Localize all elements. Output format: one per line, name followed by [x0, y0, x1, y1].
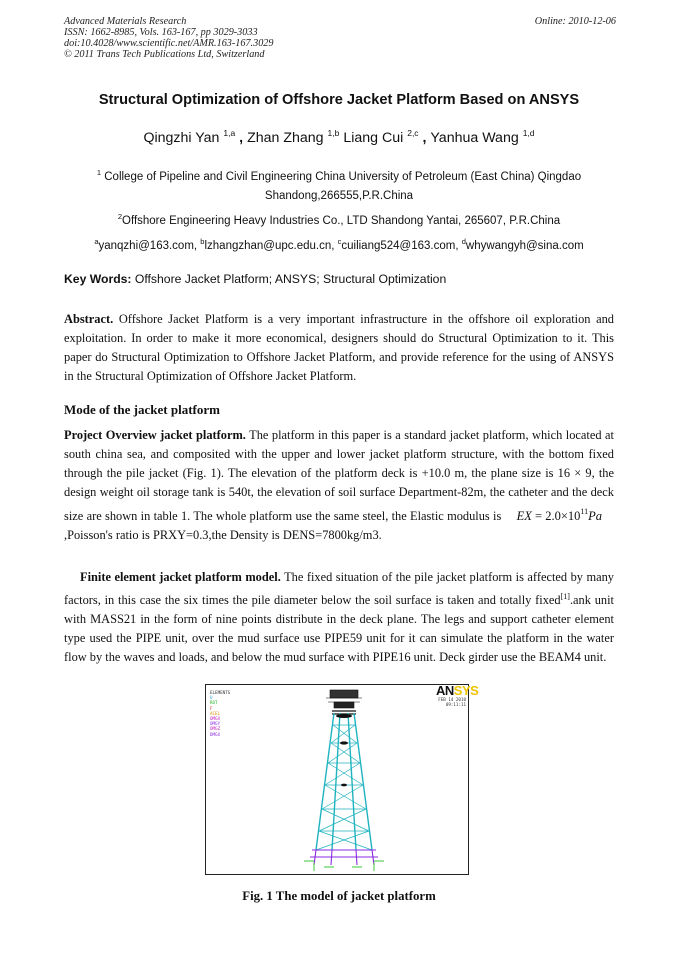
- formula-lhs: EX: [516, 509, 532, 523]
- paragraph-text-rest: .ank unit with MASS21 in the form of nine points distribute in the deck plane. The legs and support catheter element type used the PIPE unit, over the mud surface use PIPE59 unit for it can simulate the platform in the water flow by the waves and loads, and below the mud surface with PIPE16 unit. Deck girder use the BEAM4 unit.: [64, 593, 614, 665]
- author-name: Yanhua Wang: [430, 130, 519, 146]
- author-sup: 1,d: [522, 128, 535, 138]
- author-sup: 1,a: [223, 128, 236, 138]
- author-separator: ,: [235, 130, 248, 146]
- email-sup: b: [200, 237, 205, 246]
- plot-date: FEB 14 2010: [438, 697, 466, 702]
- affiliation-sup: 2: [117, 212, 123, 221]
- citation-ref[interactable]: [1]: [560, 592, 570, 601]
- doi-line: doi:10.4028/www.scientific.net/AMR.163-167.3029: [64, 38, 274, 49]
- author-sup: 1,b: [327, 128, 340, 138]
- legend-item: ACEL: [210, 710, 221, 716]
- deck-girder: [332, 711, 356, 714]
- affiliation-2: [64, 207, 614, 231]
- keywords-label: Key Words:: [64, 272, 132, 286]
- legend-item: U: [210, 695, 213, 701]
- figure-caption: Fig. 1 The model of jacket platform: [242, 889, 436, 903]
- email-list: [64, 232, 614, 256]
- plot-time: 09:11:11: [445, 702, 466, 708]
- journal-header: [64, 16, 273, 60]
- ansys-logo-an: AN: [436, 683, 454, 698]
- ansys-logo-sys: SYS: [453, 683, 479, 698]
- affiliation-sup: 1: [96, 168, 102, 177]
- paragraph-project-overview: [64, 426, 614, 545]
- email-address[interactable]: whywangyh@sina.com: [465, 240, 584, 252]
- journal-name: Advanced Materials Research: [64, 16, 187, 27]
- copyright-line: © 2011 Trans Tech Publications Ltd, Switzerland: [64, 49, 265, 60]
- affiliation-text: College of Pipeline and Civil Engineering China University of Petroleum (East China) Qingdao Shandong,266555,P.R.China: [104, 171, 582, 202]
- author-sup: 2,c: [407, 128, 419, 138]
- formula-eq: = 2.0×10: [531, 509, 581, 523]
- abstract-label: Abstract.: [64, 312, 114, 326]
- keywords-text: Offshore Jacket Platform; ANSYS; Structural Optimization: [131, 272, 447, 286]
- author-list: [0, 128, 678, 146]
- online-date: Online: 2010-12-06: [534, 16, 616, 27]
- section-heading: Mode of the jacket platform: [64, 402, 220, 417]
- affiliation-text: Offshore Engineering Heavy Industries Co., LTD Shandong Yantai, 265607, P.R.China: [122, 215, 561, 227]
- author-name: Zhan Zhang: [247, 130, 324, 146]
- email-sup: a: [94, 237, 99, 246]
- legend-item: ELEMENTS: [210, 690, 231, 695]
- abstract: [64, 310, 614, 386]
- author-separator: ,: [418, 130, 431, 146]
- formula-unit: Pa: [588, 509, 602, 523]
- boundary-constraints: [304, 861, 384, 871]
- legend-item: DMGX: [210, 731, 221, 737]
- paragraph-label: Project Overview jacket platform.: [64, 428, 246, 442]
- paragraph-text-after: ,Poisson's ratio is PRXY=0.3,the Density is DENS=7800kg/m3.: [64, 528, 382, 542]
- deck-equipment: [326, 690, 362, 708]
- mudline-base: [310, 850, 378, 865]
- elastic-modulus-formula: [517, 502, 602, 526]
- legend-item: OMGY: [210, 721, 221, 727]
- legend-item: ROT: [210, 700, 218, 706]
- author-name: Qingzhi Yan: [143, 130, 220, 146]
- abstract-text: Offshore Jacket Platform is a very important infrastructure in the offshore oil exploration and exploitation. In order to make it more economical, designers should do Structural Optimization to it. This paper do Structural Optimization to Offshore Jacket Platform, and provide reference for the using of ANSYS in the Structural Optimization of Offshore Jacket Platform.: [64, 312, 614, 383]
- email-address[interactable]: lzhangzhan@upc.edu.cn,: [204, 240, 338, 252]
- paragraph-label: Finite element jacket platform model.: [80, 570, 281, 584]
- email-address[interactable]: yanqzhi@163.com,: [98, 240, 201, 252]
- paper-title: Structural Optimization of Offshore Jacket Platform Based on ANSYS: [98, 92, 580, 108]
- author-name: Liang Cui: [343, 130, 404, 146]
- email-sup: c: [337, 237, 342, 246]
- email-address[interactable]: cuiliang524@163.com,: [341, 240, 462, 252]
- figure-jacket-model: [205, 683, 479, 875]
- legend-item: OMGZ: [210, 726, 221, 732]
- legend-item: OMGX: [210, 716, 221, 722]
- paragraph-text: The platform in this paper is a standard jacket platform, which located at south china sea, and composited with the upper and lower jacket platform structure, with the bottom fixed through the pile jacket (Fig. 1). The elevation of the platform deck is +10.0 m, the plane size is 16 × 9, the design weight oil storage tank is 540t, the elevation of soil surface Department-82m, the catheter and the deck size are shown in table 1. The whole platform use the same steel, the Elastic modulus is: [64, 428, 614, 523]
- email-sup: d: [461, 237, 466, 246]
- legend-item: F: [210, 705, 213, 711]
- paragraph-text: The fixed situation of the pile jacket platform is affected by many factors, in this case the six times the pile diameter below the soil surface is taken and totally fixed: [64, 570, 614, 608]
- affiliation-1: [64, 163, 614, 206]
- paragraph-fe-model: [64, 568, 614, 667]
- jacket-structure-drawing: [206, 685, 468, 874]
- issn-line: ISSN: 1662-8985, Vols. 163-167, pp 3029-3033: [64, 27, 258, 38]
- keywords: [64, 272, 616, 286]
- formula-exponent: 11: [580, 507, 589, 516]
